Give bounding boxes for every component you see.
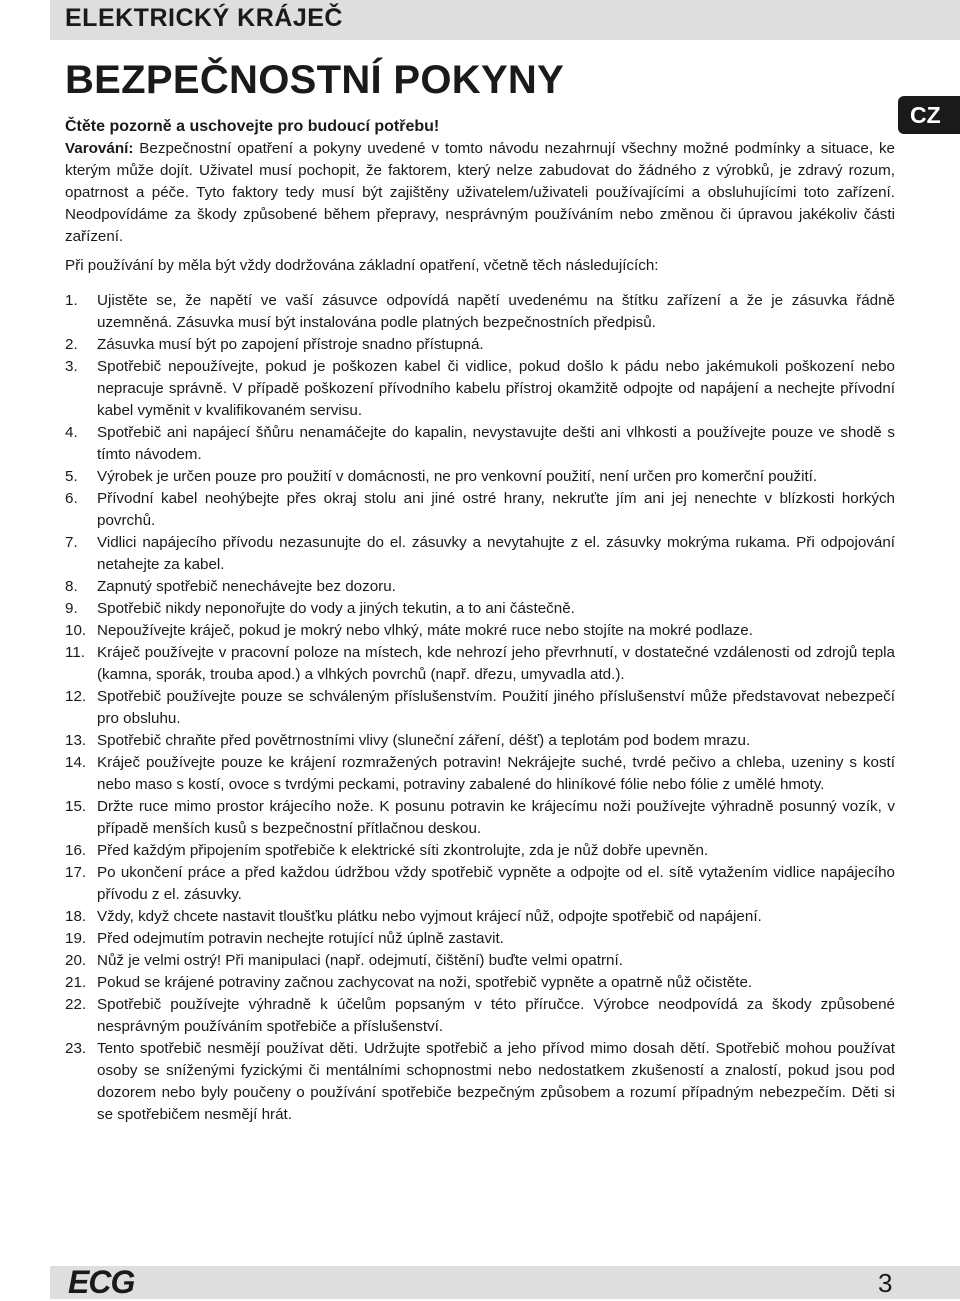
- item-number: 8.: [65, 578, 78, 595]
- item-text: Zásuvka musí být po zapojení přístroje snadno přístupná.: [97, 336, 484, 353]
- list-item: [65, 290, 895, 334]
- warning-label: Varování:: [65, 140, 134, 157]
- item-number: 5.: [65, 468, 78, 485]
- item-number: 15.: [65, 798, 87, 815]
- page-number: 3: [878, 1268, 893, 1298]
- warning-paragraph: [65, 138, 895, 248]
- item-number: 12.: [65, 688, 87, 705]
- item-text: Před každým připojením spotřebiče k elektrické síti zkontrolujte, zda je nůž dobře upevněn.: [97, 842, 709, 859]
- item-text: Výrobek je určen pouze pro použití v domácnosti, ne pro venkovní použití, není určen pro komerční použití.: [97, 468, 818, 485]
- item-text: Před odejmutím potravin nechejte rotující nůž úplně zastavit.: [97, 930, 504, 947]
- item-text: Nepoužívejte kráječ, pokud je mokrý nebo vlhký, máte mokré ruce nebo stojíte na mokré podlaze.: [97, 622, 753, 639]
- page-title: BEZPEČNOSTNÍ POKYNY: [65, 58, 565, 102]
- item-number: 10.: [65, 622, 87, 639]
- list-item: [65, 972, 895, 994]
- item-text: Spotřebič nikdy neponořujte do vody a jiných tekutin, a to ani částečně.: [97, 600, 575, 617]
- list-item: [65, 906, 895, 928]
- item-text: Tento spotřebič nesmějí používat děti. Udržujte spotřebič a jeho přívod mimo dosah dětí. Spotřebič mohou používat osoby se sníženými fyzickými či mentálními schopnostmi nebo nedostatkem zkušeností a znalostí, pokud jsou pod dozorem nebo byly poučeny o používání spotřebiče bezpečným způsobem a rozumí případným nebezpečím. Děti si se spotřebičem nesmějí hrát.: [97, 1040, 895, 1123]
- list-item: [65, 950, 895, 972]
- item-number: 16.: [65, 842, 87, 859]
- item-text: Spotřebič používejte výhradně k účelům popsaným v této příručce. Výrobce neodpovídá za škody způsobené nesprávným používáním spotřebiče a příslušenství.: [97, 996, 895, 1035]
- item-text: Spotřebič chraňte před povětrnostními vlivy (sluneční záření, déšť) a teplotám pod bodem mrazu.: [97, 732, 751, 749]
- list-item: [65, 532, 895, 576]
- footer-bar: [50, 1266, 960, 1299]
- item-text: Po ukončení práce a před každou údržbou vždy spotřebič vypněte a odpojte od el. sítě vytažením vidlice napájecího přívodu z el. zásuvky.: [97, 864, 895, 903]
- document-body: [65, 116, 895, 1126]
- item-number: 11.: [65, 644, 85, 661]
- list-item: [65, 488, 895, 532]
- item-number: 6.: [65, 490, 78, 507]
- section-title: ELEKTRICKÝ KRÁJEČ: [65, 4, 343, 32]
- item-number: 18.: [65, 908, 87, 925]
- item-number: 13.: [65, 732, 87, 749]
- list-item: [65, 730, 895, 752]
- item-text: Zapnutý spotřebič nenechávejte bez dozoru.: [97, 578, 396, 595]
- item-text: Spotřebič ani napájecí šňůru nenamáčejte do kapalin, nevystavujte dešti ani vlhkosti a používejte pouze ve shodě s tímto návodem.: [97, 424, 895, 463]
- item-number: 21.: [65, 974, 87, 991]
- list-item: [65, 862, 895, 906]
- item-text: Kráječ používejte pouze ke krájení rozmražených potravin! Nekrájejte suché, tvrdé pečivo a chleba, uzeniny s kostí nebo maso s kostí, ovoce s tvrdými peckami, potraviny zabalené do hliníkové fólie nebo fólie z umělé hmoty.: [97, 754, 895, 793]
- item-text: Přívodní kabel neohýbejte přes okraj stolu ani jiné ostré hrany, nekruťte jím ani jej nenechte v blízkosti horkých povrchů.: [97, 490, 895, 529]
- subtitle: Čtěte pozorně a uschovejte pro budoucí potřebu!: [65, 118, 440, 135]
- item-text: Kráječ používejte v pracovní poloze na místech, kde nehrozí jeho převrhnutí, v dostatečné vzdálenosti od zdrojů tepla (kamna, sporák, trouba apod.) a vlhkých povrchů (např. dřezu, umyvadla atd.).: [97, 644, 895, 683]
- item-number: 20.: [65, 952, 87, 969]
- item-text: Držte ruce mimo prostor krájecího nože. K posunu potravin ke krájecímu noži používejte výhradně posunný vozík, v případě menších kusů s bezpečnostní přítlačnou deskou.: [97, 798, 895, 837]
- list-item: [65, 576, 895, 598]
- list-item: [65, 686, 895, 730]
- item-number: 1.: [65, 292, 78, 309]
- item-text: Spotřebič používejte pouze se schváleným příslušenstvím. Použití jiného příslušenství může představovat nebezpečí pro obsluhu.: [97, 688, 895, 727]
- list-item: [65, 620, 895, 642]
- item-number: 7.: [65, 534, 78, 551]
- list-item: [65, 356, 895, 422]
- item-number: 3.: [65, 358, 78, 375]
- warning-text: Bezpečnostní opatření a pokyny uvedené v tomto návodu nezahrnují všechny možné podmínky a situace, ke kterým může dojít. Uživatel musí pochopit, že faktorem, který nelze zabudovat do žádného z výrobků, je zdravý rozum, opatrnost a péče. Tyto faktory tedy musí být zajištěny uživatelem/uživateli používajícími a obsluhujícími toto zařízení. Neodpovídáme za škody způsobené během přepravy, nesprávným používáním nebo změnou či úpravou jakékoliv části zařízení.: [65, 140, 895, 245]
- item-number: 17.: [65, 864, 87, 881]
- safety-list: [65, 290, 895, 1126]
- item-number: 4.: [65, 424, 78, 441]
- item-number: 23.: [65, 1040, 87, 1057]
- list-item: [65, 928, 895, 950]
- list-item: [65, 466, 895, 488]
- item-text: Spotřebič nepoužívejte, pokud je poškozen kabel či vidlice, pokud došlo k pádu nebo jakémukoli poškození nebo nepracuje správně. V případě poškození přívodního kabelu přístroj okamžitě odpojte od napájení a nechejte přívodní kabel vyměnit v kvalifikovaném servisu.: [97, 358, 895, 419]
- list-item: [65, 796, 895, 840]
- list-item: [65, 598, 895, 620]
- item-number: 19.: [65, 930, 87, 947]
- list-item: [65, 422, 895, 466]
- item-text: Vždy, když chcete nastavit tloušťku plátku nebo vyjmout krájecí nůž, odpojte spotřebič od napájení.: [97, 908, 762, 925]
- item-text: Nůž je velmi ostrý! Při manipulaci (např. odejmutí, čištění) buďte velmi opatrní.: [97, 952, 623, 969]
- item-text: Vidlici napájecího přívodu nezasunujte do el. zásuvky a nevytahujte z el. zásuvky mokrýma rukama. Při odpojování netahejte za kabel.: [97, 534, 895, 573]
- item-number: 14.: [65, 754, 87, 771]
- item-number: 22.: [65, 996, 87, 1013]
- item-number: 9.: [65, 600, 78, 617]
- list-item: [65, 334, 895, 356]
- brand-logo: ECG: [68, 1264, 135, 1300]
- intro-paragraph: Při používání by měla být vždy dodržována základní opatření, včetně těch následujících:: [65, 257, 659, 274]
- list-item: [65, 994, 895, 1038]
- list-item: [65, 752, 895, 796]
- language-tab: CZ: [898, 96, 960, 134]
- list-item: [65, 642, 895, 686]
- item-text: Ujistěte se, že napětí ve vaší zásuvce odpovídá napětí uvedenému na štítku zařízení a že je zásuvka řádně uzemněná. Zásuvka musí být instalována podle platných bezpečnostních předpisů.: [97, 292, 895, 331]
- list-item: [65, 840, 895, 862]
- list-item: [65, 1038, 895, 1126]
- item-text: Pokud se krájené potraviny začnou zachycovat na noži, spotřebič vypněte a opatrně nůž očistěte.: [97, 974, 753, 991]
- item-number: 2.: [65, 336, 78, 353]
